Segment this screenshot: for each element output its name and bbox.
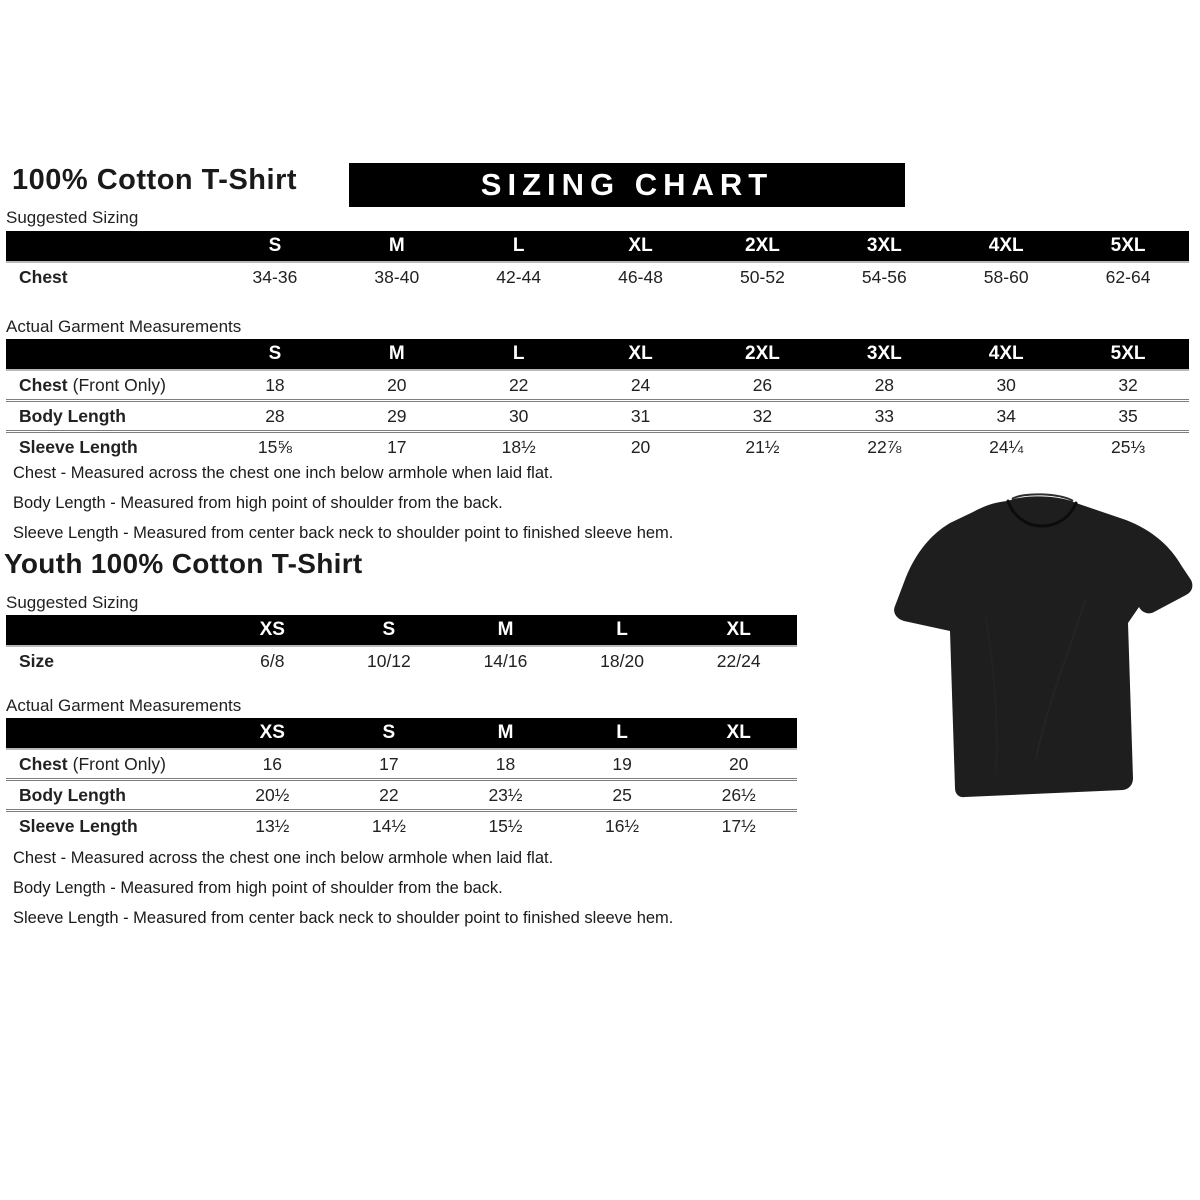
- youth-section-title: Youth 100% Cotton T-Shirt: [4, 548, 363, 579]
- table-cell: 18½: [501, 437, 536, 457]
- table-cell: 58-60: [983, 267, 1029, 287]
- column-header: L: [616, 619, 628, 640]
- column-header: XL: [628, 235, 653, 256]
- column-header: 3XL: [866, 235, 902, 256]
- table-cell: 34: [996, 406, 1016, 426]
- table-cell: 62-64: [1105, 267, 1151, 287]
- header-spacer: [6, 615, 214, 645]
- table-cell: 20½: [255, 785, 290, 805]
- table-header-row: [6, 339, 1189, 371]
- table-cell: 15⅝: [257, 437, 292, 457]
- table-cell: 23½: [488, 785, 523, 805]
- youth-actual-measurements-label: Actual Garment Measurements: [6, 696, 242, 715]
- table-cell: 20: [728, 754, 749, 774]
- table-cell: 17: [379, 754, 399, 774]
- column-header: M: [497, 722, 514, 743]
- note-sleeve-length: Sleeve Length - Measured from center back neck to shoulder point to finished sleeve hem.: [13, 909, 674, 927]
- column-header: 2XL: [745, 343, 780, 364]
- table-cell: 22: [379, 785, 399, 805]
- table-cell: 46-48: [618, 267, 663, 287]
- adult-actual-measurements-label: Actual Garment Measurements: [6, 317, 242, 336]
- table-cell: 38-40: [374, 267, 420, 287]
- note-body-length: Body Length - Measured from high point of shoulder from the back.: [13, 879, 503, 897]
- table-cell: 32: [1118, 375, 1138, 395]
- column-header: 4XL: [988, 343, 1024, 364]
- table-header-row: [6, 718, 797, 750]
- row-label: Chest: [19, 267, 68, 287]
- table-cell: 20: [630, 437, 651, 457]
- table-cell: 22⅞: [867, 437, 902, 457]
- table-cell: 25: [612, 785, 632, 805]
- note-chest: Chest - Measured across the chest one inch below armhole when laid flat.: [13, 849, 554, 867]
- column-header: S: [382, 722, 396, 743]
- column-header: L: [616, 722, 628, 743]
- table-cell: 31: [630, 406, 651, 426]
- note-chest: Chest - Measured across the chest one inch below armhole when laid flat.: [13, 464, 554, 482]
- table-cell: 30: [508, 406, 529, 426]
- column-header: 2XL: [745, 235, 780, 256]
- column-header: XL: [628, 343, 653, 364]
- table-cell: 17½: [721, 816, 756, 836]
- youth-actual-measurements-table: [6, 718, 797, 840]
- table-cell: 22/24: [716, 651, 761, 671]
- table-cell: 24¼: [989, 437, 1024, 457]
- table-cell: 18/20: [600, 651, 644, 671]
- row-label: Body Length: [19, 785, 126, 805]
- adult-suggested-sizing-label: Suggested Sizing: [6, 208, 139, 227]
- table-cell: 18: [265, 375, 285, 395]
- youth-suggested-sizing-label: Suggested Sizing: [6, 593, 139, 612]
- table-row: [6, 399, 1189, 430]
- column-header: L: [512, 343, 525, 364]
- table-row: [6, 809, 797, 840]
- black-tshirt-image: [886, 478, 1196, 810]
- table-cell: 28: [265, 406, 285, 426]
- column-header: L: [512, 235, 525, 256]
- column-header: XL: [726, 722, 751, 743]
- table-header-row: [6, 231, 1189, 263]
- table-cell: 10/12: [366, 651, 411, 671]
- table-cell: 42-44: [496, 267, 542, 287]
- column-header: M: [497, 619, 514, 640]
- sizing-chart-banner: SIZING CHART: [349, 163, 905, 207]
- table-cell: 26½: [721, 785, 756, 805]
- table-cell: 34-36: [252, 267, 298, 287]
- table-cell: 18: [495, 754, 516, 774]
- table-cell: 6/8: [260, 651, 285, 671]
- table-cell: 29: [387, 406, 407, 426]
- row-label: Sleeve Length: [19, 437, 138, 457]
- table-cell: 26: [752, 375, 773, 395]
- note-body-length: Body Length - Measured from high point of shoulder from the back.: [13, 494, 503, 512]
- column-header: 3XL: [866, 343, 902, 364]
- table-cell: 22: [508, 375, 529, 395]
- table-cell: 13½: [255, 816, 290, 836]
- column-header: S: [268, 343, 282, 364]
- table-cell: 17: [387, 437, 407, 457]
- table-row: [6, 430, 1189, 461]
- table-cell: 21½: [745, 437, 780, 457]
- row-label: Chest (Front Only): [19, 375, 166, 395]
- table-cell: 16: [262, 754, 283, 774]
- column-header: XL: [726, 619, 751, 640]
- table-cell: 19: [612, 754, 632, 774]
- table-cell: 20: [387, 375, 407, 395]
- table-cell: 14½: [371, 816, 406, 836]
- row-label: Chest (Front Only): [19, 754, 166, 774]
- page-title: 100% Cotton T-Shirt: [12, 164, 298, 196]
- table-cell: 32: [752, 406, 773, 426]
- table-cell: 33: [874, 406, 895, 426]
- youth-suggested-sizing-table: [6, 615, 797, 675]
- column-header: 5XL: [1110, 343, 1146, 364]
- adult-measurement-notes: [13, 458, 673, 548]
- header-spacer: [6, 339, 214, 369]
- table-cell: 28: [874, 375, 895, 395]
- table-row: [6, 263, 1189, 291]
- column-header: XS: [259, 619, 285, 640]
- row-label: Body Length: [19, 406, 126, 426]
- column-header: 4XL: [988, 235, 1024, 256]
- adult-suggested-sizing-table: [6, 231, 1189, 291]
- table-cell: 24: [630, 375, 651, 395]
- header-spacer: [6, 718, 214, 748]
- header-spacer: [6, 231, 214, 261]
- row-label: Sleeve Length: [19, 816, 138, 836]
- table-cell: 30: [996, 375, 1016, 395]
- table-row: [6, 778, 797, 809]
- youth-measurement-notes: [13, 843, 673, 933]
- table-row: [6, 750, 797, 778]
- table-header-row: [6, 615, 797, 647]
- table-cell: 14/16: [483, 651, 528, 671]
- column-header: S: [382, 619, 396, 640]
- table-cell: 25⅓: [1111, 437, 1146, 457]
- table-cell: 54-56: [861, 267, 907, 287]
- note-sleeve-length: Sleeve Length - Measured from center back neck to shoulder point to finished sleeve hem.: [13, 524, 674, 542]
- tshirt-graphic: [886, 478, 1196, 810]
- row-label: Size: [19, 651, 55, 671]
- table-cell: 50-52: [740, 267, 785, 287]
- column-header: 5XL: [1110, 235, 1146, 256]
- table-cell: 15½: [488, 816, 523, 836]
- table-row: [6, 371, 1189, 399]
- column-header: XS: [259, 722, 285, 743]
- column-header: M: [388, 343, 405, 364]
- column-header: S: [268, 235, 282, 256]
- table-cell: 16½: [605, 816, 640, 836]
- table-cell: 35: [1118, 406, 1138, 426]
- adult-actual-measurements-table: [6, 339, 1189, 461]
- column-header: M: [388, 235, 405, 256]
- table-row: [6, 647, 797, 675]
